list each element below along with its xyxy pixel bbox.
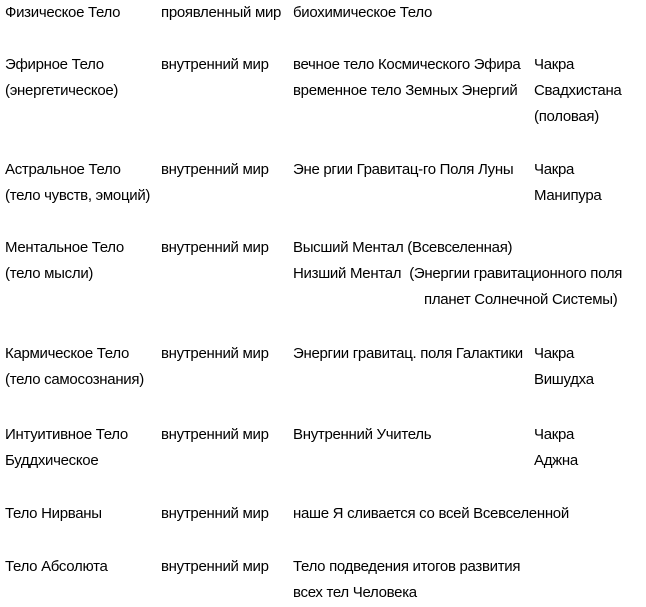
world-cell: внутренний мир — [161, 161, 269, 178]
chakra-label: Чакра — [534, 345, 575, 362]
world-cell: внутренний мир — [161, 558, 269, 575]
chakra-label: Чакра — [534, 426, 575, 443]
world-cell: внутренний мир — [161, 239, 269, 256]
energy-cell — [293, 341, 523, 367]
body-name: Эфирное Тело — [5, 56, 104, 73]
energy-line: наше Я сливается со всей Всевселенной — [293, 505, 569, 522]
world-cell: внутренний мир — [161, 505, 269, 522]
body-cell — [5, 422, 128, 474]
chakra-cell — [534, 341, 594, 393]
body-subtitle: (энергетическое) — [5, 82, 119, 99]
chakra-name: Манипура — [534, 187, 602, 204]
energy-cell — [293, 501, 569, 527]
chakra-cell — [534, 157, 601, 209]
energy-line: вечное тело Космического Эфира — [293, 56, 521, 73]
body-name: Ментальное Тело — [5, 239, 124, 256]
energy-line: всех тел Человека — [293, 584, 417, 601]
energy-line-part: Низший Ментал — [293, 265, 402, 282]
energy-line: Эне ргии Гравитац-го Поля Луны — [293, 161, 514, 178]
body-name: Астральное Тело — [5, 161, 121, 178]
chakra-label: Чакра — [534, 161, 575, 178]
world-cell: внутренний мир — [161, 56, 269, 73]
chakra-name: Вишудха — [534, 371, 594, 388]
energy-line: Энергии гравитац. поля Галактики — [293, 345, 523, 362]
energy-line — [293, 287, 622, 313]
body-cell — [5, 235, 124, 287]
body-cell — [5, 341, 144, 393]
body-subtitle: Буддхическое — [5, 452, 99, 469]
energy-line — [293, 261, 622, 287]
body-cell — [5, 0, 120, 26]
body-subtitle: (тело мысли) — [5, 265, 94, 282]
body-cell — [5, 554, 108, 580]
chakra-name: Аджна — [534, 452, 578, 469]
body-cell — [5, 501, 102, 527]
energy-cell — [293, 554, 520, 606]
energy-line: Тело подведения итогов развития — [293, 558, 521, 575]
chakra-label: Чакра — [534, 56, 575, 73]
energy-line: Внутренний Учитель — [293, 426, 432, 443]
world-cell: внутренний мир — [161, 426, 269, 443]
energy-line: биохимическое Тело — [293, 4, 432, 21]
energy-cell — [293, 0, 432, 26]
body-subtitle: (тело самосознания) — [5, 371, 144, 388]
energy-line: временное тело Земных Энергий — [293, 82, 518, 99]
energy-cell — [293, 422, 431, 448]
world-cell: проявленный мир — [161, 4, 282, 21]
chakra-cell — [534, 52, 621, 130]
energy-line: Высший Ментал (Всевселенная) — [293, 239, 513, 256]
chakra-name: Свадхистана — [534, 82, 622, 99]
body-cell — [5, 52, 118, 104]
body-subtitle: (тело чувств, эмоций) — [5, 187, 151, 204]
body-name: Физическое Тело — [5, 4, 121, 21]
chakra-cell — [534, 422, 578, 474]
energy-cell — [293, 157, 513, 183]
chakra-note: (половая) — [534, 108, 599, 125]
energy-line-part: планет Солнечной Системы) — [424, 291, 618, 308]
energy-cell — [293, 235, 622, 313]
body-name: Тело Нирваны — [5, 505, 102, 522]
body-name: Кармическое Тело — [5, 345, 129, 362]
body-name: Тело Абсолюта — [5, 558, 108, 575]
energy-line-part: (Энергии гравитационного поля — [409, 265, 623, 282]
world-cell: внутренний мир — [161, 345, 269, 362]
body-name: Интуитивное Тело — [5, 426, 128, 443]
body-cell — [5, 157, 150, 209]
energy-cell — [293, 52, 520, 104]
